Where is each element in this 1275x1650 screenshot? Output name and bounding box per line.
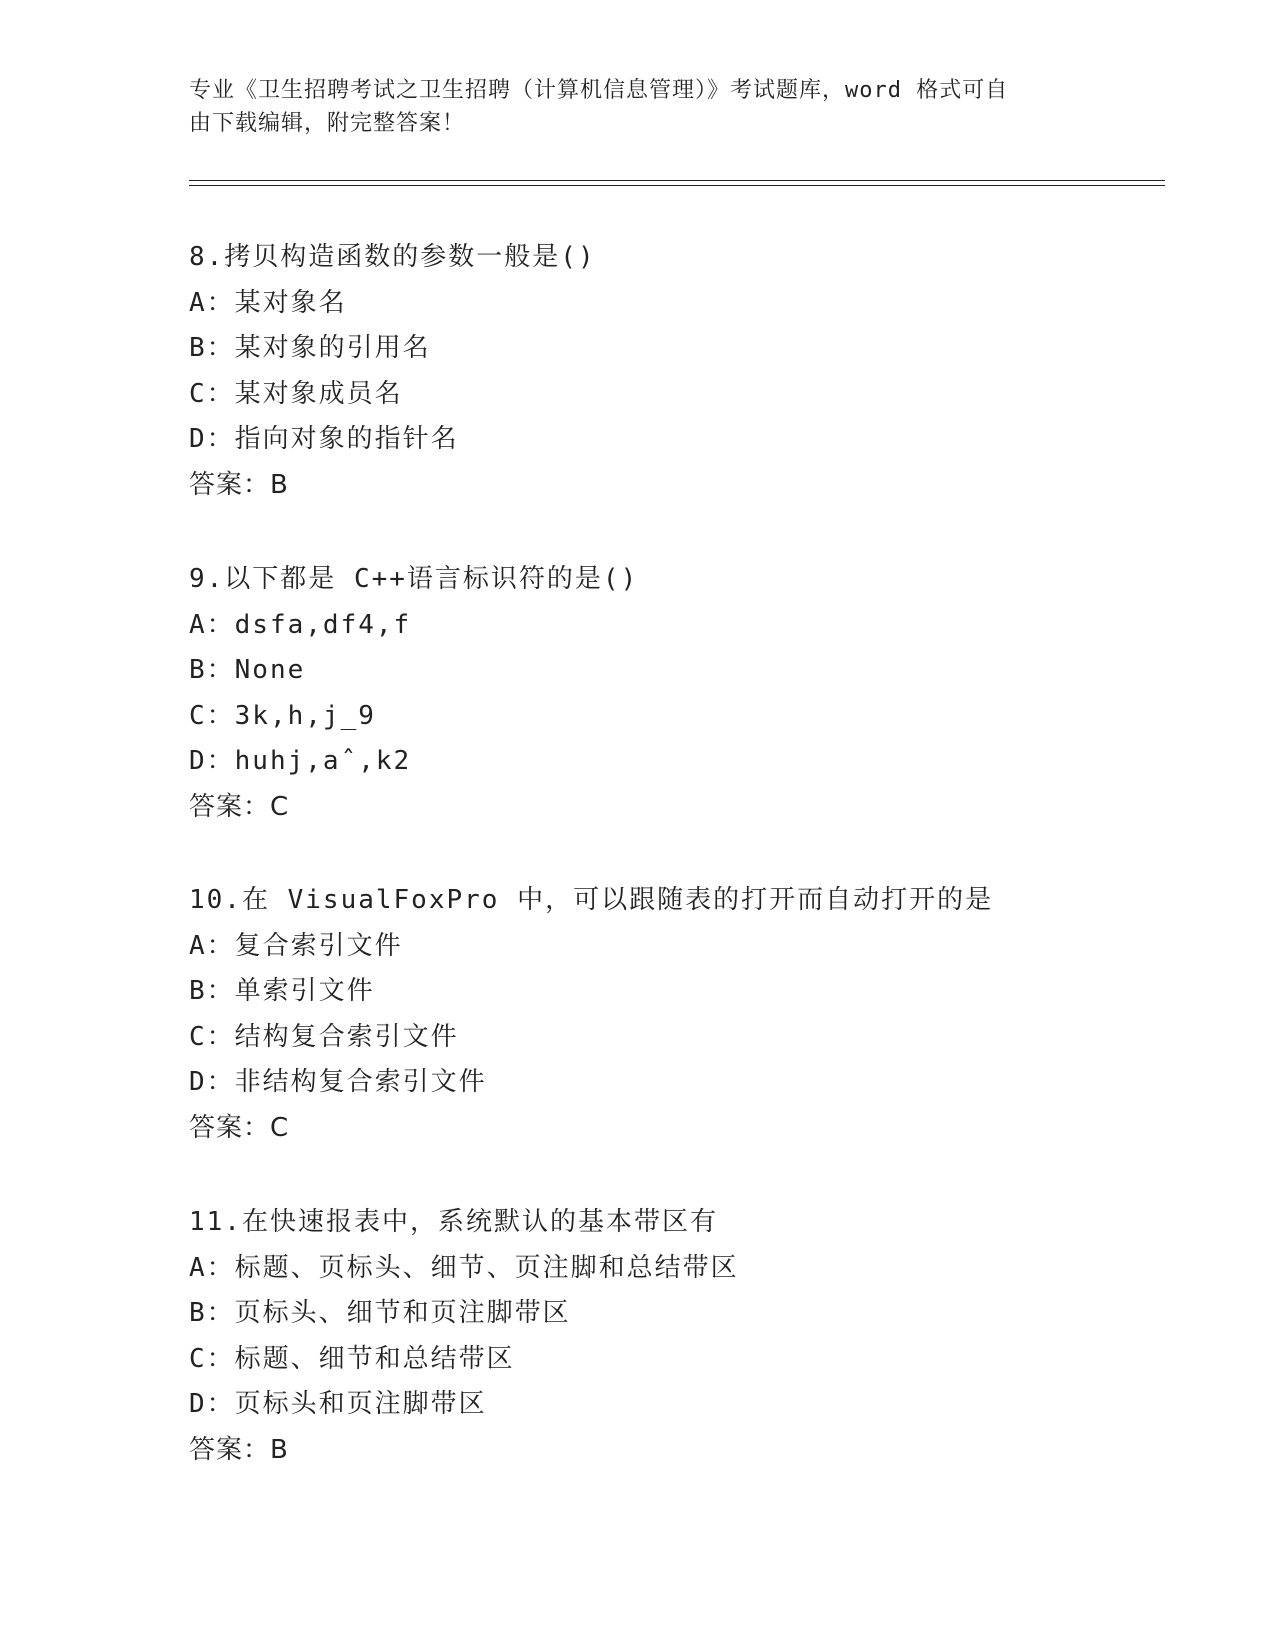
answer: 答案：B xyxy=(189,469,289,500)
option-d: D：huhj,aˆ,k2 xyxy=(189,746,412,776)
question-stem: 9.以下都是 C++语言标识符的是() xyxy=(189,564,639,594)
option-c: C：某对象成员名 xyxy=(189,378,403,409)
question-9 xyxy=(189,557,1149,830)
question-10 xyxy=(189,878,1149,1151)
option-a: A：某对象名 xyxy=(189,287,347,318)
option-a: A：复合索引文件 xyxy=(189,930,403,961)
header-line-2: 由下载编辑，附完整答案！ xyxy=(189,111,466,136)
option-b: B：页标头、细节和页注脚带区 xyxy=(189,1298,571,1328)
question-11 xyxy=(189,1200,1149,1473)
option-d: D：页标头和页注脚带区 xyxy=(189,1389,487,1419)
option-c: C：3k,h,j_9 xyxy=(189,700,376,731)
answer: 答案：B xyxy=(189,1434,289,1465)
question-stem: 10.在 VisualFoxPro 中，可以跟随表的打开而自动打开的是 xyxy=(189,885,994,915)
option-b: B：单索引文件 xyxy=(189,976,375,1006)
header-divider-top xyxy=(189,180,1165,181)
option-a: A：标题、页标头、细节、页注脚和总结带区 xyxy=(189,1252,739,1283)
answer: 答案：C xyxy=(189,1112,290,1143)
header-divider-bottom xyxy=(189,185,1165,186)
question-stem: 8.拷贝构造函数的参数一般是() xyxy=(189,242,596,272)
option-d: D：非结构复合索引文件 xyxy=(189,1067,487,1097)
option-b: B：None xyxy=(189,655,306,685)
answer: 答案：C xyxy=(189,791,290,822)
option-b: B：某对象的引用名 xyxy=(189,333,431,363)
question-stem: 11.在快速报表中，系统默认的基本带区有 xyxy=(189,1207,718,1237)
option-c: C：标题、细节和总结带区 xyxy=(189,1343,515,1374)
document-header xyxy=(189,74,1089,140)
header-line-1: 专业《卫生招聘考试之卫生招聘（计算机信息管理）》考试题库，word 格式可自 xyxy=(189,78,1009,103)
question-8 xyxy=(189,235,1149,508)
option-d: D：指向对象的指针名 xyxy=(189,424,459,454)
option-a: A：dsfa,df4,f xyxy=(189,609,412,640)
option-c: C：结构复合索引文件 xyxy=(189,1021,459,1052)
